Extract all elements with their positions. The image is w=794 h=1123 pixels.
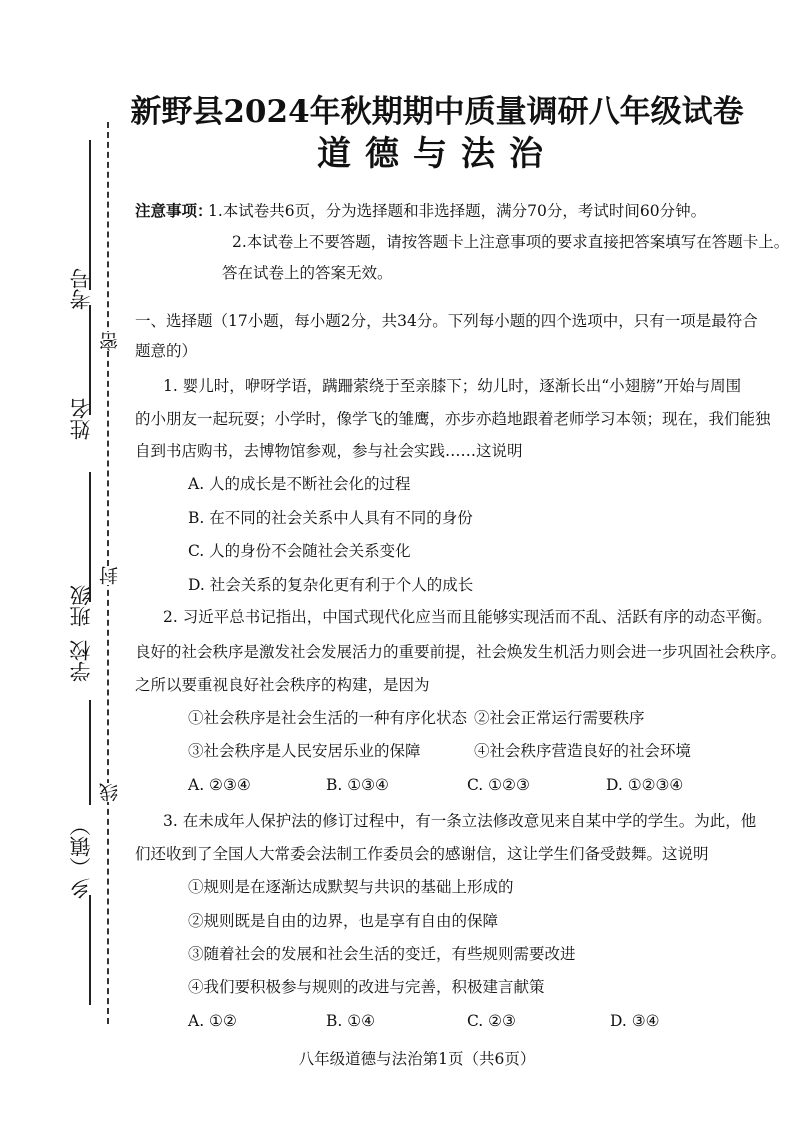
q3-option-d: D. ③④ (610, 1012, 660, 1030)
seal-feng-mark: 封 (96, 566, 123, 585)
q2-stem-line: 2. 习近平总书记指出，中国式现代化应当而且能够实现活而不乱、活跃有序的动态平衡。 (163, 608, 772, 626)
q1-stem-line: 的小朋友一起玩耍；小学时，像学飞的雏鹰，亦步亦趋地跟着老师学习本领；现在，我们能独 (135, 410, 771, 428)
section-heading-cont: 题意的） (135, 342, 198, 360)
q3-statement-2: ②规则既是自由的边界，也是享有自由的保障 (188, 912, 499, 930)
q1-option-a: A. 人的成长是不断社会化的过程 (188, 475, 411, 493)
q3-statement-4: ④我们要积极参与规则的改进与完善，积极建言献策 (188, 978, 545, 996)
q2-statement-4: ④社会秩序营造良好的社会环境 (474, 742, 692, 760)
class-label: 班级 (69, 585, 93, 627)
class-fill-line (89, 472, 91, 602)
seal-xian-mark: 线 (96, 783, 123, 802)
page-footer: 八年级道德与法治第1页（共6页） (298, 1050, 536, 1068)
notice-label: 注意事项： (135, 201, 213, 220)
q2-statement-2: ②社会正常运行需要秩序 (474, 709, 645, 727)
q1-option-c: C. 人的身份不会随社会关系变化 (188, 542, 411, 560)
q3-stem-line: 们还收到了全国人大常委会法制工作委员会的感谢信，这让学生们备受鼓舞。这说明 (135, 845, 709, 863)
q2-stem-line: 之所以要重视良好社会秩序的构建，是因为 (135, 676, 430, 694)
q3-option-c: C. ②③ (467, 1012, 516, 1030)
seal-mi-mark: 密 (96, 332, 123, 351)
q1-stem-line: 1. 婴儿时，咿呀学语，蹒跚萦绕于至亲膝下；幼儿时，逐渐长出“小翅膀”开始与周围 (163, 377, 742, 395)
q2-statement-1: ①社会秩序是社会生活的一种有序化状态 (188, 709, 468, 727)
exam-title: 新野县2024年秋期期中质量调研八年级试卷 (130, 94, 744, 130)
school-label: 学校 (69, 640, 93, 682)
school-fill-line (89, 700, 91, 805)
q3-option-b: B. ①④ (326, 1012, 376, 1030)
q2-statement-3: ③社会秩序是人民安居乐业的保障 (188, 742, 421, 760)
q3-statement-1: ①规则是在逐渐达成默契与共识的基础上形成的 (188, 878, 514, 896)
q2-option-c: C. ①②③ (467, 776, 530, 794)
q3-stem-line: 3. 在未成年人保护法的修订过程中，有一条立法修改意见来自某中学的学生。为此，他 (163, 812, 757, 830)
q2-option-b: B. ①③④ (326, 776, 389, 794)
q1-option-d: D. 社会关系的复杂化更有利于个人的成长 (188, 576, 474, 594)
section-heading: 一、选择题（17小题，每小题2分，共34分。下列每小题的四个选项中，只有一项是最符合 (135, 312, 758, 330)
notice-item-2: 2.本试卷上不要答题，请按答题卡上注意事项的要求直接把答案填写在答题卡上。 (232, 233, 790, 251)
q2-option-d: D. ①②③④ (606, 776, 684, 794)
q3-option-a: A. ①② (188, 1012, 237, 1030)
township-fill-line (89, 895, 91, 1005)
q1-stem-line: 自到书店购书，去博物馆参观，参与社会实践……这说明 (135, 442, 523, 460)
exam-no-label: 考号 (69, 268, 93, 310)
notice-item-2-cont: 答在试卷上的答案无效。 (222, 264, 393, 282)
township-label: 乡（镇） (69, 815, 93, 899)
q3-statement-3: ③随着社会的发展和社会生活的变迁，有些规则需要改进 (188, 945, 576, 963)
notice-item-1: 1.本试卷共6页，分为选择题和非选择题，满分70分，考试时间60分钟。 (208, 202, 707, 220)
q2-stem-line: 良好的社会秩序是激发社会发展活力的重要前提，社会焕发生机活力则会进一步巩固社会秩序。 (135, 643, 787, 661)
name-label: 姓名 (69, 398, 93, 440)
subject-title: 道德与法治 (317, 134, 557, 174)
q1-option-b: B. 在不同的社会关系中人具有不同的身份 (188, 509, 473, 527)
q2-option-a: A. ②③④ (188, 776, 251, 794)
